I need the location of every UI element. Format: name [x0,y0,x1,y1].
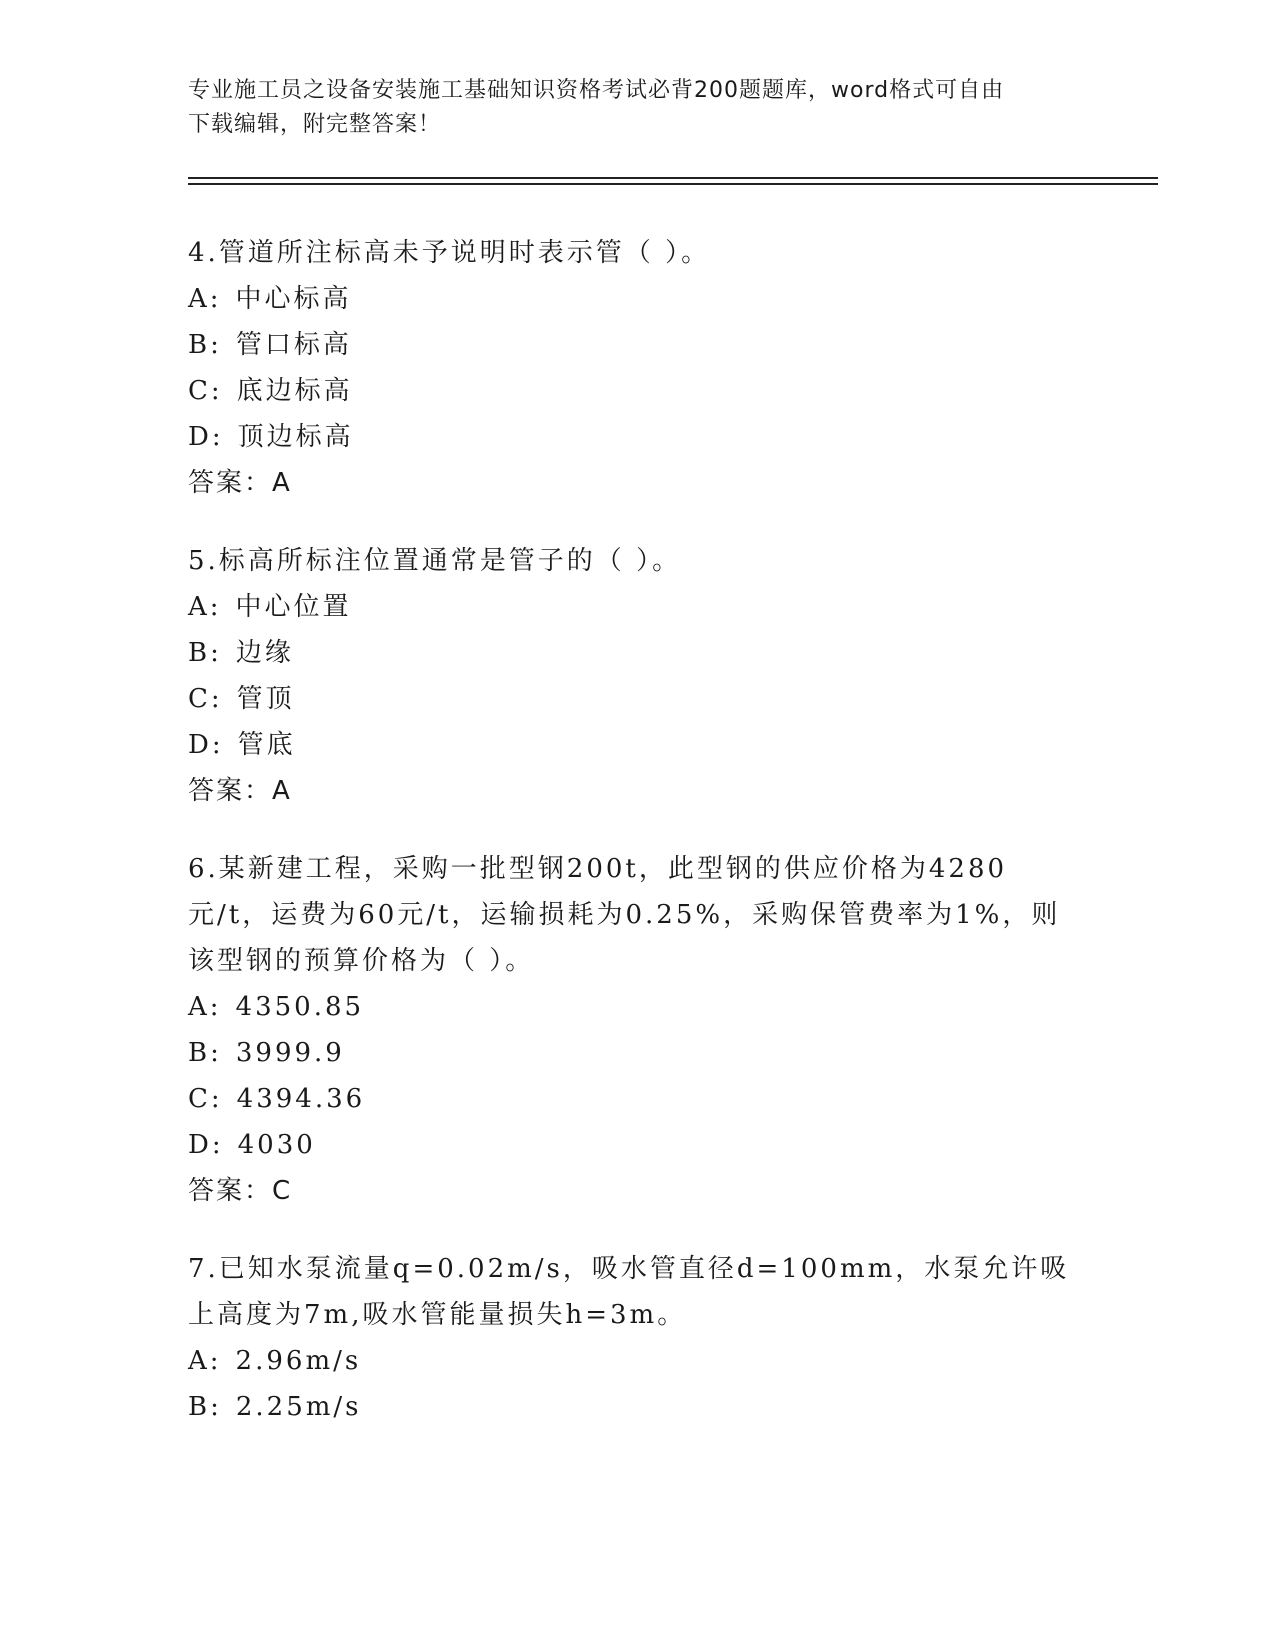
option-letter: A: [188,592,222,622]
option-letter: B: [188,330,222,360]
document-header [188,74,1088,142]
option-text: 底边标高 [236,376,353,406]
option-c [188,676,1088,722]
option-a [188,1338,1088,1384]
option-d [188,414,1088,460]
option-text: 顶边标高 [237,422,354,452]
header-line-1: 专业施工员之设备安装施工基础知识资格考试必背200题题库，word格式可自由 [188,78,1005,103]
option-letter: D: [188,730,224,760]
question-item [188,1246,1088,1430]
option-b [188,1384,1088,1430]
option-text: 中心位置 [235,592,352,622]
option-a [188,276,1088,322]
option-a [188,584,1088,630]
option-letter: C: [188,684,223,714]
question-text: 7.已知水泵流量q=0.02m/s，吸水管直径d=100mm，水泵允许吸上高度为7m,吸水管能量损失h=3m。 [188,1254,1070,1330]
option-letter: A: [188,1346,222,1376]
option-text: 4030 [237,1130,316,1160]
option-letter: C: [188,376,223,406]
option-text: 4350.85 [235,992,365,1022]
header-divider-bottom [188,183,1158,185]
question-item [188,538,1088,814]
option-text: 管顶 [236,684,295,714]
option-text: 边缘 [235,638,294,668]
option-text: 4394.36 [236,1084,366,1114]
option-letter: C: [188,1084,223,1114]
option-a [188,984,1088,1030]
question-list [188,230,1088,1462]
answer-line: 答案：A [188,468,292,498]
question-text: 5.标高所标注位置通常是管子的（ ）。 [188,546,682,576]
answer-line: 答案：A [188,776,292,806]
option-b [188,1030,1088,1076]
option-d [188,722,1088,768]
header-divider-top [188,177,1158,179]
question-item [188,846,1088,1214]
option-letter: B: [188,638,222,668]
question-item [188,230,1088,506]
option-letter: B: [188,1392,222,1422]
option-b [188,322,1088,368]
option-letter: A: [188,992,222,1022]
option-text: 管口标高 [235,330,352,360]
option-letter: B: [188,1038,222,1068]
option-text: 管底 [237,730,296,760]
option-text: 2.96m/s [235,1346,362,1376]
option-c [188,368,1088,414]
option-b [188,630,1088,676]
question-text: 6.某新建工程，采购一批型钢200t，此型钢的供应价格为4280元/t，运费为60元/t，运输损耗为0.25%，采购保管费率为1%，则该型钢的预算价格为（ ）。 [188,854,1061,976]
header-line-2: 下载编辑，附完整答案！ [188,112,442,137]
option-letter: D: [188,422,224,452]
option-letter: A: [188,284,222,314]
question-text: 4.管道所注标高未予说明时表示管（ ）。 [188,238,711,268]
answer-line: 答案：C [188,1176,293,1206]
option-letter: D: [188,1130,224,1160]
option-c [188,1076,1088,1122]
option-text: 中心标高 [235,284,352,314]
option-text: 2.25m/s [235,1392,362,1422]
option-d [188,1122,1088,1168]
option-text: 3999.9 [235,1038,345,1068]
